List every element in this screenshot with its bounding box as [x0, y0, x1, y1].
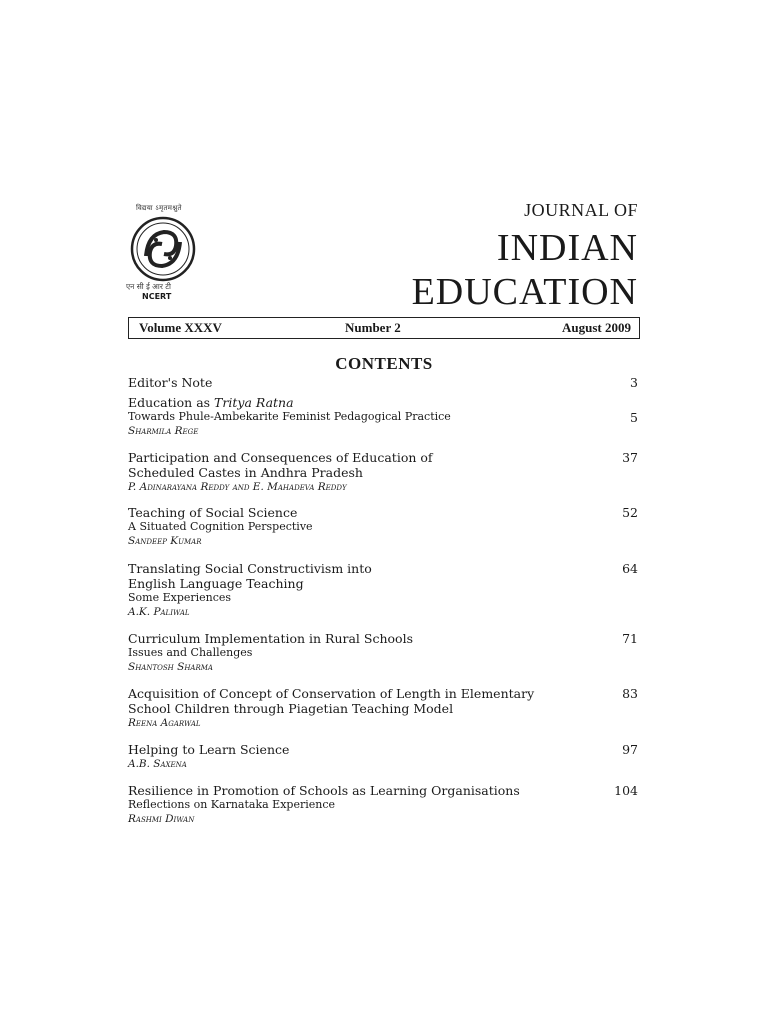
toc-entry[interactable]	[128, 505, 638, 548]
issue-date: August 2009	[562, 320, 631, 335]
toc-entry-title[interactable]: Acquisition of Concept of Conservation of Length in Elementary School Children through Piagetian Teaching Model	[128, 686, 535, 716]
toc-entry-title[interactable]: Editor's Note	[128, 375, 213, 390]
issue-info-box	[128, 317, 640, 339]
logo-hindi-acronym: एन सी ई आर टी	[126, 282, 171, 291]
toc-entry-title[interactable]: Resilience in Promotion of Schools as Learning Organisations	[128, 783, 520, 798]
toc-entry-author: Reena Agarwal	[128, 717, 201, 729]
toc-entry-page: 104	[614, 783, 638, 798]
toc-entry-author: P. Adinarayana Reddy and E. Mahadeva Reddy	[128, 481, 347, 493]
toc-entry[interactable]	[128, 742, 638, 771]
toc-entry-author: A.K. Paliwal	[128, 606, 190, 618]
journal-title-line-3: EDUCATION	[411, 271, 638, 313]
toc-entry-title-prefix: Education as	[128, 395, 215, 410]
toc-entry-subtitle: Some Experiences	[128, 591, 232, 604]
toc-entry-page: 37	[622, 450, 638, 465]
toc-entry-title-italic: Tritya Ratna	[214, 395, 294, 410]
toc-entry[interactable]	[128, 783, 638, 826]
toc-entry-page: 71	[622, 631, 638, 646]
toc-entry-page: 52	[622, 505, 638, 520]
toc-entry-page: 97	[622, 742, 638, 757]
toc-entry-author: Shantosh Sharma	[128, 661, 213, 673]
contents-heading: CONTENTS	[335, 354, 433, 373]
journal-title-line-2: INDIAN	[496, 227, 638, 269]
toc-entry-author: Rashmi Diwan	[128, 813, 195, 825]
logo-acronym: NCERT	[142, 292, 172, 301]
issue-number: Number 2	[345, 320, 401, 335]
toc-entry-page: 5	[630, 410, 638, 425]
toc-entry[interactable]	[128, 450, 638, 494]
toc-entry-title[interactable]: Curriculum Implementation in Rural Schools	[128, 631, 413, 646]
toc-entry-subtitle: Reflections on Karnataka Experience	[128, 798, 335, 811]
toc-entry-author: Sandeep Kumar	[128, 535, 202, 547]
toc-entry-title[interactable]: Translating Social Constructivism into English Language Teaching	[128, 561, 372, 591]
toc-entry-page: 83	[622, 686, 638, 701]
toc-entry-subtitle: Towards Phule-Ambekarite Feminist Pedagogical Practice	[128, 410, 451, 423]
toc-entry[interactable]	[128, 631, 638, 674]
logo-motto: विद्यया ऽमृतमश्नुते	[136, 204, 182, 212]
toc-entry-page: 64	[622, 561, 638, 576]
toc-entry-title[interactable]: Teaching of Social Science	[128, 505, 298, 520]
toc-entry-author: Sharmila Rege	[128, 425, 199, 437]
toc-entry[interactable]	[128, 375, 638, 390]
toc-entry[interactable]	[128, 686, 638, 730]
journal-title-line-1: JOURNAL OF	[524, 200, 638, 220]
toc-entry-author: A.B. Saxena	[128, 758, 187, 770]
toc-entry-title[interactable]: Participation and Consequences of Education of Scheduled Castes in Andhra Pradesh	[128, 450, 433, 480]
ncert-emblem-icon	[126, 216, 200, 282]
issue-volume: Volume XXXV	[139, 320, 222, 335]
toc-entry[interactable]	[128, 395, 638, 438]
toc-entry-subtitle: A Situated Cognition Perspective	[128, 520, 313, 533]
toc-entry-subtitle: Issues and Challenges	[128, 646, 253, 659]
toc-entry-title[interactable]: Helping to Learn Science	[128, 742, 290, 757]
toc-entry-title[interactable]	[128, 395, 568, 410]
toc-entry[interactable]	[128, 561, 638, 619]
toc-entry-page: 3	[630, 375, 638, 390]
